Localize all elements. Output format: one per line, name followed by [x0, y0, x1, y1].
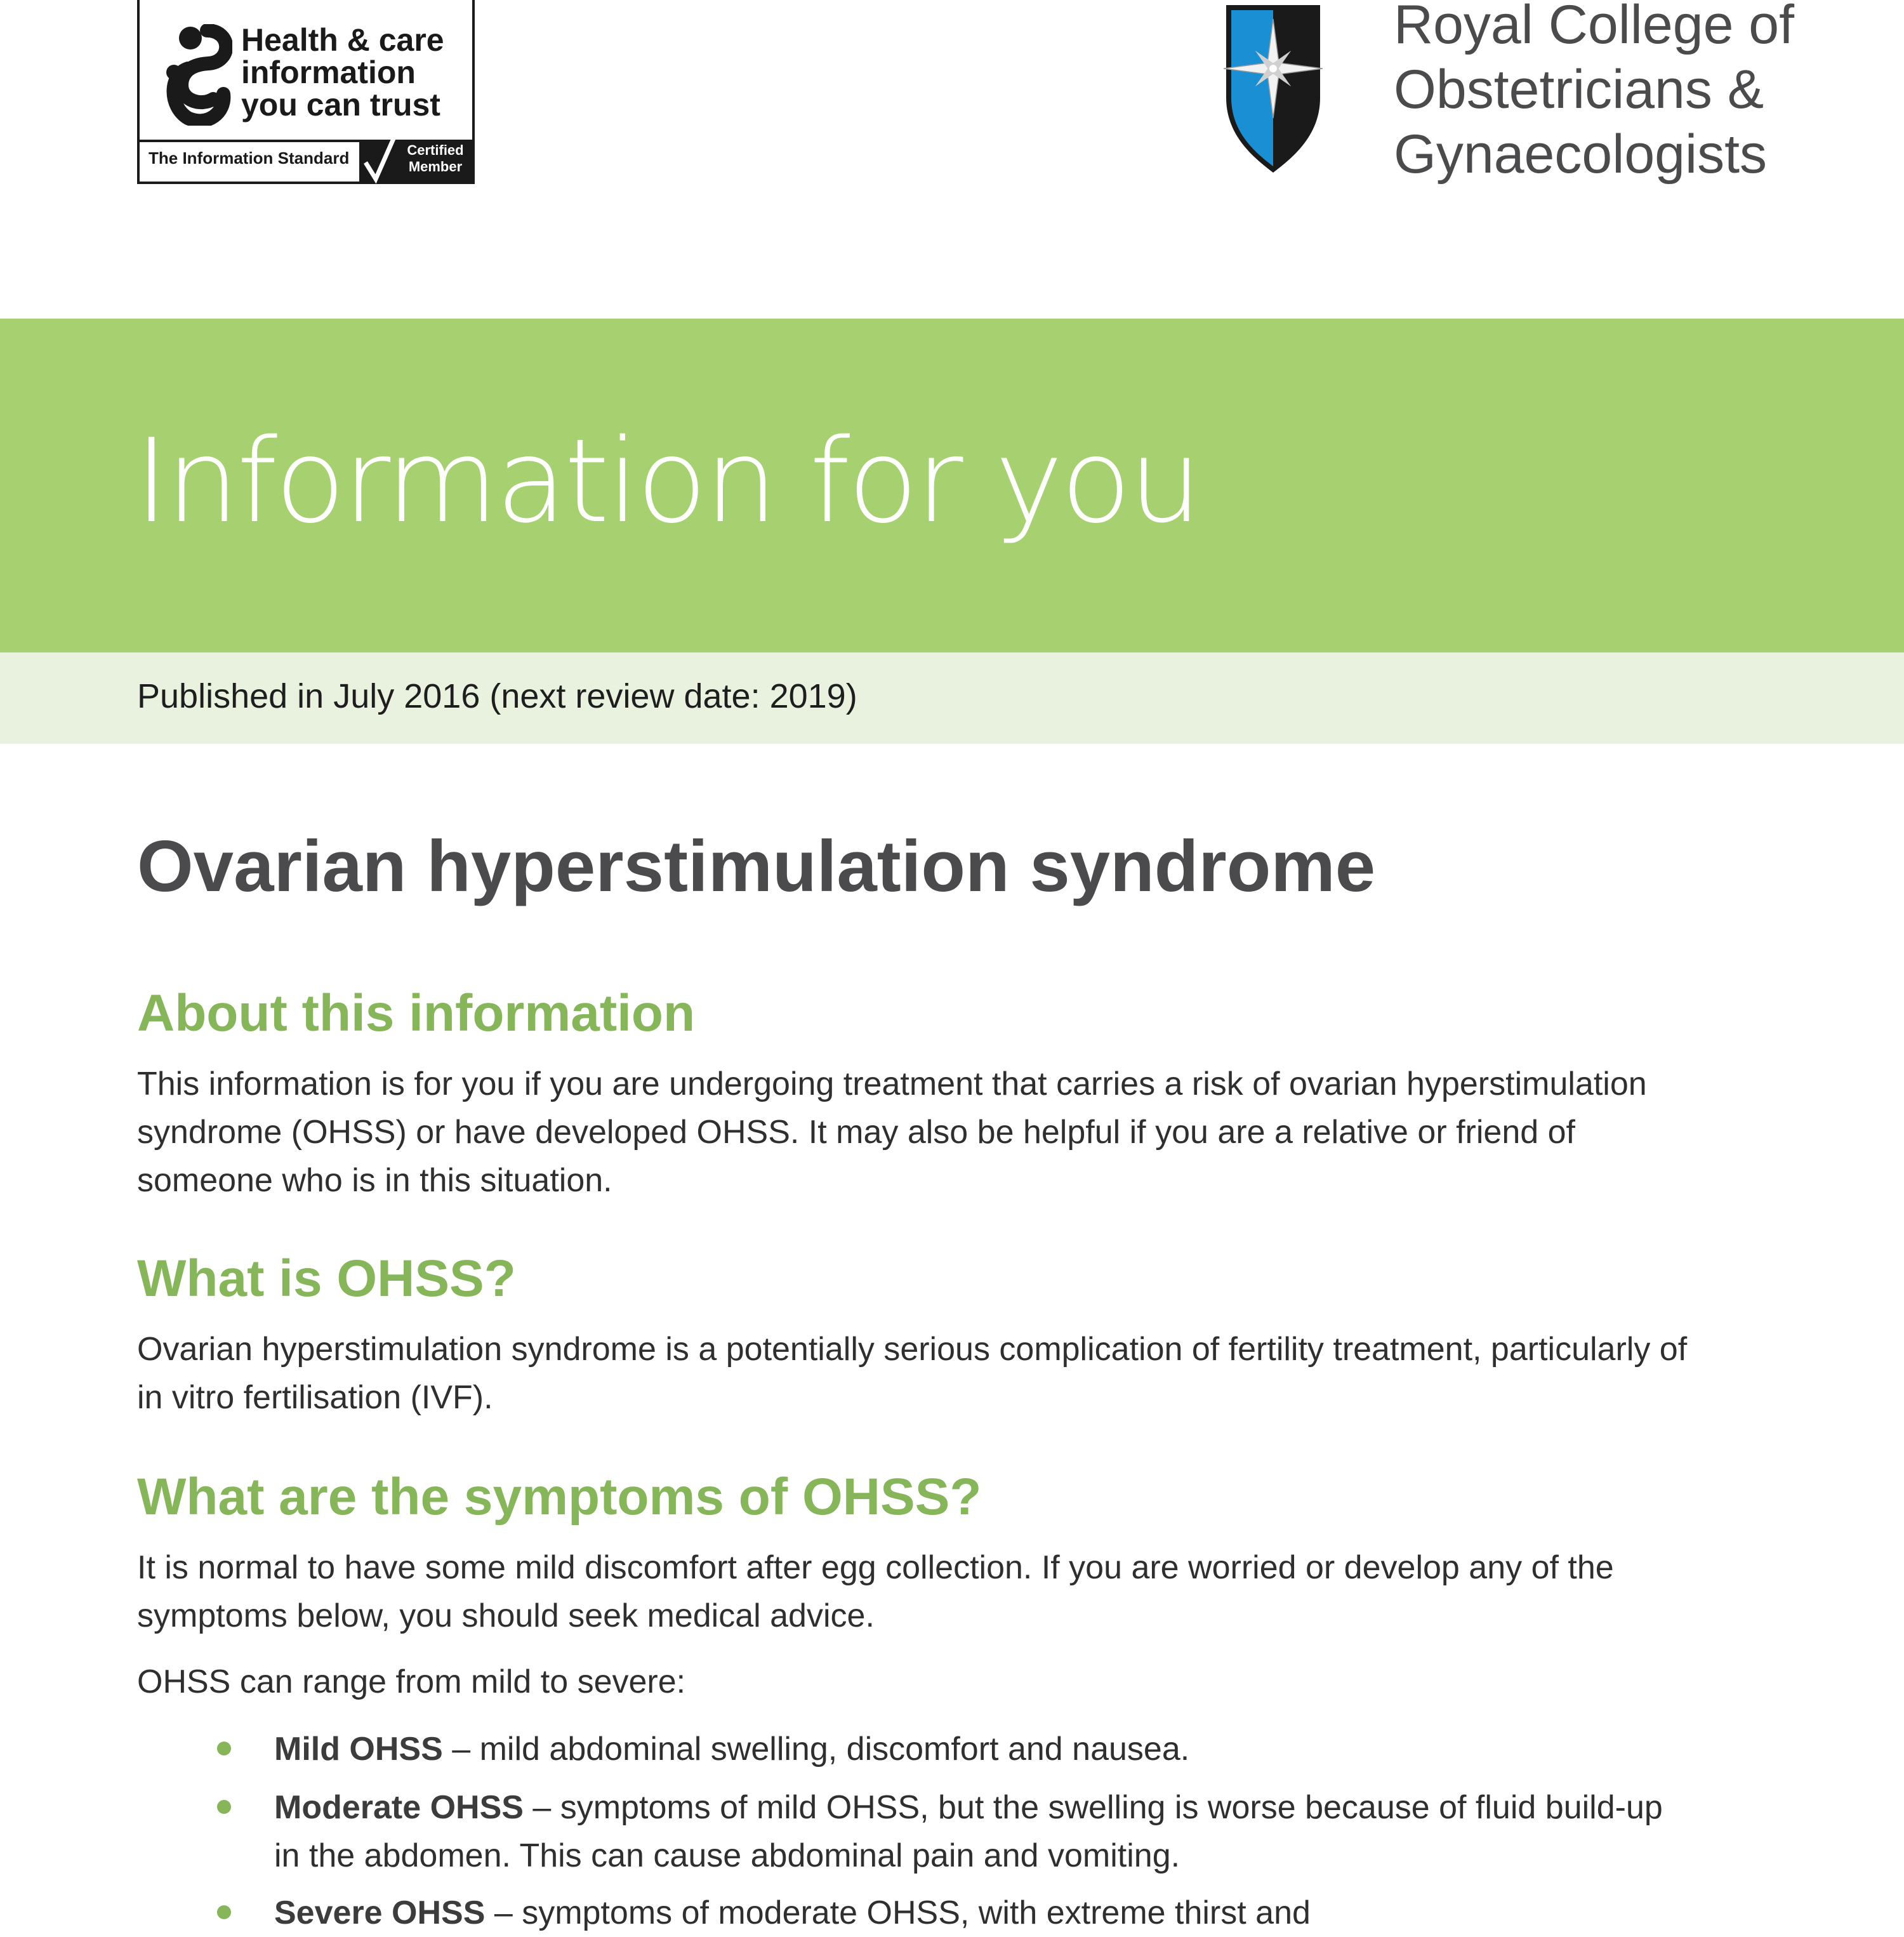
symptoms-paragraph — [137, 1544, 1787, 1640]
information-standard-label: The Information Standard — [149, 149, 350, 168]
severity-term: Mild OHSS — [274, 1731, 443, 1768]
severity-intro — [137, 1658, 1787, 1706]
rcog-name-line: Royal College of — [1394, 0, 1795, 55]
certified-line: Certified — [407, 142, 464, 158]
rcog-name-line: Gynaecologists — [1394, 124, 1767, 185]
paragraph-line: in vitro fertilisation (IVF). — [137, 1379, 493, 1416]
bullet-icon — [217, 1742, 231, 1755]
rcog-name — [1394, 0, 1794, 187]
checkmark-icon — [363, 133, 397, 184]
severity-description: – symptoms of moderate OHSS, with extreme thirst and — [485, 1894, 1311, 1931]
trust-tagline — [241, 24, 470, 121]
severity-term: Moderate OHSS — [274, 1789, 524, 1826]
trust-tagline-line: you can trust — [241, 87, 440, 122]
information-standard-badge — [137, 0, 475, 184]
rcog-shield-logo-icon — [1222, 3, 1324, 175]
list-item-text — [274, 1783, 1663, 1880]
information-banner — [0, 319, 1904, 652]
section-heading-symptoms: What are the symptoms of OHSS? — [137, 1468, 982, 1526]
about-paragraph — [137, 1060, 1787, 1205]
list-item-line: in the abdomen. This can cause abdominal pain and vomiting. — [274, 1837, 1180, 1874]
section-heading-about: About this information — [137, 984, 696, 1042]
rcog-name-line: Obstetricians & — [1394, 59, 1764, 120]
list-item-line — [274, 1725, 1189, 1773]
publication-date: Published in July 2016 (next review date: 2019) — [137, 677, 857, 715]
paragraph-line: OHSS can range from mild to severe: — [137, 1663, 686, 1700]
trust-tagline-line: information — [241, 55, 416, 90]
paragraph-line: syndrome (OHSS) or have developed OHSS. It may also be helpful if you are a relative or friend of — [137, 1114, 1575, 1151]
paragraph-line: This information is for you if you are undergoing treatment that carries a risk of ovarian hyperstimulation — [137, 1066, 1647, 1102]
certified-member-tag — [359, 140, 472, 182]
severity-description: – mild abdominal swelling, discomfort and nausea. — [442, 1731, 1190, 1768]
certified-member-text — [402, 142, 468, 175]
what-is-ohss-paragraph — [137, 1325, 1787, 1422]
severity-description: – symptoms of mild OHSS, but the swelling is worse because of fluid build-up — [523, 1789, 1663, 1826]
trust-tagline-line: Health & care — [241, 22, 444, 58]
list-item-line — [274, 1889, 1311, 1937]
bullet-icon — [217, 1800, 231, 1814]
badge-footer — [140, 140, 472, 182]
list-item-text — [274, 1889, 1311, 1937]
list-item-line — [274, 1783, 1663, 1832]
banner-title: Information for you — [135, 414, 1200, 548]
list-item-text — [274, 1725, 1189, 1773]
document-title: Ovarian hyperstimulation syndrome — [137, 826, 1376, 907]
bullet-icon — [217, 1905, 231, 1919]
paragraph-line: someone who is in this situation. — [137, 1162, 612, 1199]
information-standard-logo-icon — [162, 24, 232, 126]
paragraph-line: symptoms below, you should seek medical advice. — [137, 1597, 875, 1634]
paragraph-line: Ovarian hyperstimulation syndrome is a potentially serious complication of fertility treatment, particularly of — [137, 1331, 1688, 1368]
member-line: Member — [408, 159, 463, 175]
section-heading-what-is-ohss: What is OHSS? — [137, 1250, 516, 1307]
paragraph-line: It is normal to have some mild discomfort after egg collection. If you are worried or develop any of the — [137, 1549, 1614, 1586]
publication-bar — [0, 652, 1904, 744]
severity-term: Severe OHSS — [274, 1894, 486, 1931]
